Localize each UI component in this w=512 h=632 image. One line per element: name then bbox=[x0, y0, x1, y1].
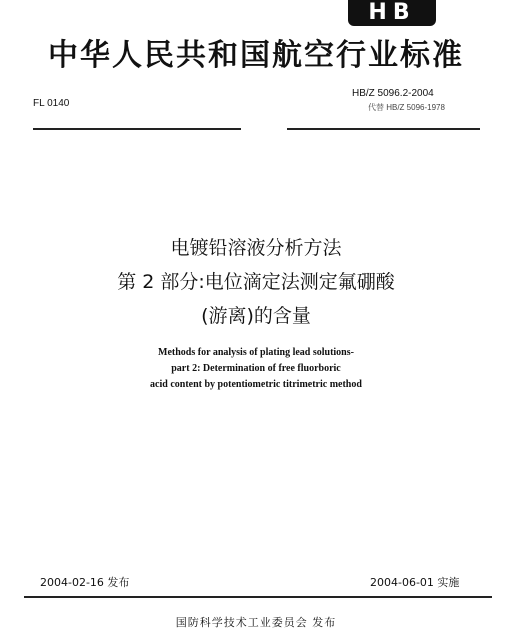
chinese-title-line-1: 电镀铅溶液分析方法 bbox=[170, 237, 342, 259]
english-title-line-3: acid content by potentiometric titrimetric method bbox=[150, 379, 362, 390]
ics-code: FL 0140 bbox=[33, 98, 70, 109]
chinese-title-line-2: 第 2 部分:电位滴定法测定氟硼酸 bbox=[117, 271, 395, 293]
issuer: 国防科学技术工业委员会 发布 bbox=[175, 616, 337, 629]
header-divider-right bbox=[287, 128, 480, 130]
footer-divider bbox=[24, 596, 492, 598]
effective-date: 2004-06-01 实施 bbox=[370, 576, 460, 589]
english-title-line-2: part 2: Determination of free fluorboric bbox=[171, 363, 341, 374]
hb-logo: HB bbox=[348, 0, 436, 26]
release-date: 2004-02-16 发布 bbox=[40, 576, 130, 589]
header-divider-left bbox=[33, 128, 241, 130]
standard-category-title: 中华人民共和国航空行业标准 bbox=[48, 38, 464, 73]
standard-number: HB/Z 5096.2-2004 bbox=[352, 88, 434, 99]
english-title-line-1: Methods for analysis of plating lead solutions- bbox=[158, 347, 354, 358]
replaces-note: 代替 HB/Z 5096-1978 bbox=[368, 103, 445, 112]
chinese-title-line-3: (游离)的含量 bbox=[201, 305, 311, 327]
